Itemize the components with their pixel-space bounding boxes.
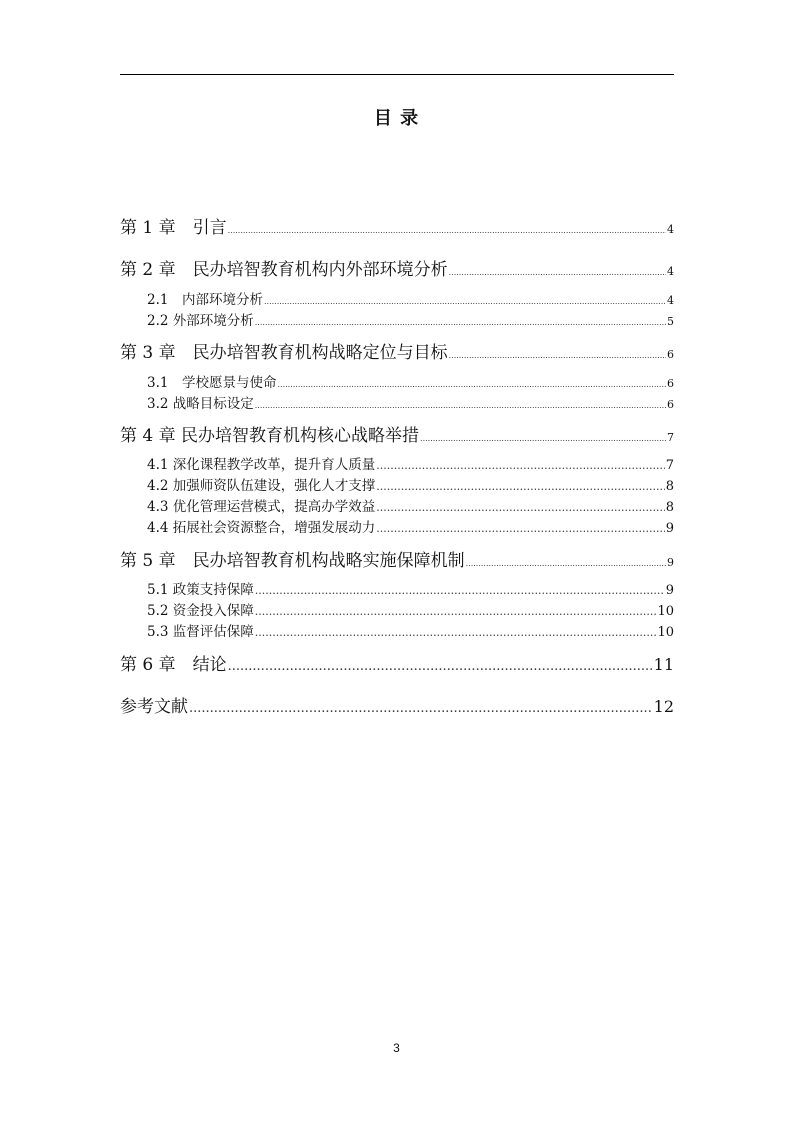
toc-entry-page: 11 (653, 655, 674, 674)
toc-entry-page: 4 (667, 223, 674, 236)
toc-entry-label: 第 3 章 民办培智教育机构战略定位与目标 (120, 343, 448, 363)
toc-entry-section-5-3[interactable] (147, 620, 674, 640)
toc-entry-section-4-1[interactable] (147, 453, 674, 473)
toc-entry-section-4-2[interactable] (147, 474, 674, 494)
toc-entry-label: 5.2 资金投入保障 (147, 603, 254, 619)
leader-dots (255, 318, 666, 327)
leader-dots (376, 459, 664, 472)
toc-entry-page: 12 (653, 697, 674, 716)
toc-entry-section-2-1[interactable] (147, 288, 674, 308)
toc-entry-page: 9 (665, 583, 674, 598)
toc-entry-label: 2.1 内部环境分析 (147, 292, 263, 308)
toc-entry-page: 7 (667, 431, 674, 444)
toc-entry-page: 9 (665, 521, 674, 536)
toc-entry-label: 2.2 外部环境分析 (147, 313, 254, 329)
leader-dots (449, 268, 666, 277)
leader-dots (449, 351, 666, 360)
leader-dots (277, 380, 666, 389)
toc-entry-chapter-1[interactable] (120, 213, 674, 238)
toc-entry-page: 6 (667, 398, 674, 411)
toc-entry-section-5-1[interactable] (147, 578, 674, 598)
toc-entry-page: 6 (667, 377, 674, 390)
toc-entry-chapter-3[interactable] (120, 338, 674, 363)
leader-dots (255, 626, 657, 639)
toc-entry-page: 10 (657, 604, 674, 619)
toc-entry-section-3-2[interactable] (147, 392, 674, 412)
toc-title: 目 录 (373, 108, 420, 129)
toc-entry-references[interactable] (120, 692, 674, 717)
leader-dots (255, 584, 665, 597)
toc-entry-page: 6 (667, 348, 674, 361)
leader-dots (228, 659, 653, 674)
toc-entry-chapter-2[interactable] (120, 255, 674, 280)
toc-entry-label: 3.2 战略目标设定 (147, 396, 254, 412)
toc-entry-section-4-4[interactable] (147, 516, 674, 536)
header-rule (120, 74, 674, 75)
toc-entry-label: 第 4 章 民办培智教育机构核心战略举措 (120, 426, 420, 446)
leader-dots (376, 522, 664, 535)
toc-entry-section-4-3[interactable] (147, 495, 674, 515)
toc-entry-page: 10 (657, 625, 674, 640)
toc-entry-section-5-2[interactable] (147, 599, 674, 619)
leader-dots (376, 480, 664, 493)
toc-entry-label: 4.1 深化课程教学改革，提升育人质量 (147, 457, 376, 473)
toc-entry-label: 3.1 学校愿景与使命 (147, 375, 277, 391)
toc-entry-label: 第 6 章 结论 (120, 655, 227, 675)
leader-dots (255, 605, 657, 618)
toc-entry-label: 4.3 优化管理运营模式，提高办学效益 (147, 499, 376, 515)
toc-entry-section-2-2[interactable] (147, 309, 674, 329)
toc-entry-chapter-5[interactable] (120, 546, 674, 571)
leader-dots (376, 501, 664, 514)
toc-entry-label: 5.3 监督评估保障 (147, 624, 254, 640)
leader-dots (189, 701, 653, 716)
leader-dots (420, 434, 666, 443)
leader-dots (228, 226, 666, 235)
leader-dots (264, 297, 666, 306)
toc-entry-label: 第 1 章 引言 (120, 218, 227, 238)
toc-entry-chapter-6[interactable] (120, 650, 674, 675)
toc-entry-label: 第 5 章 民办培智教育机构战略实施保障机制 (120, 551, 465, 571)
page-number: 3 (393, 1041, 400, 1055)
toc-entry-page: 7 (665, 458, 674, 473)
toc-entry-label: 4.4 拓展社会资源整合，增强发展动力 (147, 520, 376, 536)
toc-entry-label: 第 2 章 民办培智教育机构内外部环境分析 (120, 260, 448, 280)
leader-dots (255, 401, 666, 410)
toc-entry-label: 5.1 政策支持保障 (147, 582, 254, 598)
toc-entry-section-3-1[interactable] (147, 371, 674, 391)
toc-entry-page: 5 (667, 315, 674, 328)
toc-entry-page: 8 (665, 479, 674, 494)
toc-entry-page: 4 (667, 265, 674, 278)
leader-dots (466, 559, 666, 568)
toc-entry-label: 参考文献 (120, 697, 188, 717)
toc-entry-chapter-4[interactable] (120, 421, 674, 446)
toc-entry-label: 4.2 加强师资队伍建设，强化人才支撑 (147, 478, 376, 494)
toc-entry-page: 4 (667, 294, 674, 307)
toc-entry-page: 9 (667, 556, 674, 569)
toc-entry-page: 8 (665, 500, 674, 515)
